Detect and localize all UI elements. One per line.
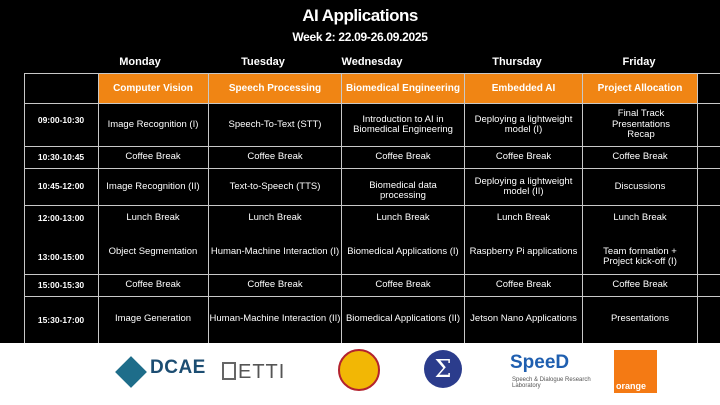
session-cell: Team formation + Project kick-off (I) (603, 245, 677, 267)
session-cell: Introduction to AI in Biomedical Engineering (353, 113, 453, 135)
session-cell: Coffee Break (375, 151, 431, 163)
time-slot: 15:00-15:30 (37, 280, 85, 290)
etti-logo-icon (222, 362, 236, 380)
page-title: AI Applications (302, 6, 418, 25)
session-cell: Coffee Break (495, 151, 552, 163)
time-slot: 10:45-12:00 (37, 181, 85, 191)
session-cell: Text-to-Speech (TTS) (229, 180, 321, 192)
time-slot: 15:30-17:00 (37, 315, 85, 325)
session-cell: Deploying a lightweight model (II) (474, 175, 573, 197)
day-friday: Friday (622, 56, 656, 68)
session-cell: Lunch Break (496, 211, 551, 223)
sped-logo-subtitle: Speech & Dialogue Research Laboratory (512, 377, 591, 389)
session-cell: Coffee Break (247, 279, 303, 291)
session-cell: Coffee Break (125, 279, 181, 291)
dcae-logo: DCAE (150, 357, 206, 378)
grid-line (24, 296, 720, 297)
time-slot: 13:00-15:00 (37, 252, 85, 262)
session-cell: Final Track Presentations Recap (611, 108, 671, 141)
day-monday: Monday (119, 56, 161, 68)
day-tuesday: Tuesday (241, 56, 285, 68)
orange-logo-text: orange (616, 381, 647, 391)
track-project-allocation: Project Allocation (583, 74, 697, 103)
session-cell: Discussions (614, 180, 666, 192)
track-biomedical-engineering: Biomedical Engineering (342, 74, 464, 103)
time-slot: 09:00-10:30 (37, 115, 85, 125)
session-cell: Coffee Break (612, 151, 668, 163)
etti-logo: ETTI (238, 361, 286, 383)
session-cell: Coffee Break (495, 279, 552, 291)
grid-line (24, 73, 25, 343)
track-speech-processing: Speech Processing (209, 74, 341, 103)
track-embedded-ai: Embedded AI (465, 74, 582, 103)
session-cell: Jetson Nano Applications (470, 312, 577, 324)
session-cell: Coffee Break (125, 151, 181, 163)
grid-line (24, 73, 720, 74)
session-cell: Presentations (610, 312, 670, 324)
session-cell: Biomedical Applications (II) (345, 312, 461, 324)
orange-logo (614, 350, 657, 393)
session-cell: Lunch Break (126, 211, 180, 223)
session-cell: Raspberry Pi applications (469, 245, 578, 257)
session-cell: Human-Machine Interaction (II) (209, 312, 341, 324)
session-cell: Coffee Break (375, 279, 431, 291)
sigma-logo: Σ (424, 350, 462, 388)
session-cell: Coffee Break (247, 151, 303, 163)
session-cell: Speech-To-Text (STT) (228, 118, 322, 130)
session-cell: Image Recognition (II) (106, 180, 200, 192)
university-seal-icon (338, 349, 380, 391)
day-wednesday: Wednesday (341, 56, 403, 68)
session-cell: Image Recognition (I) (107, 118, 199, 130)
day-thursday: Thursday (492, 56, 542, 68)
session-cell: Coffee Break (612, 279, 668, 291)
time-slot: 12:00-13:00 (37, 213, 85, 223)
session-cell: Biomedical data processing (369, 179, 437, 201)
session-cell: Lunch Break (248, 211, 302, 223)
session-cell: Human-Machine Interaction (I) (210, 245, 340, 257)
session-cell: Image Generation (114, 312, 192, 324)
session-cell: Deploying a lightweight model (I) (474, 113, 573, 135)
session-cell: Object Segmentation (108, 245, 198, 257)
session-cell: Lunch Break (613, 211, 667, 223)
sped-logo: SpeeD (510, 352, 570, 373)
session-cell: Lunch Break (376, 211, 430, 223)
page-subtitle: Week 2: 22.09-26.09.2025 (292, 30, 428, 44)
track-computer-vision: Computer Vision (98, 74, 208, 103)
grid-line (697, 73, 698, 343)
session-cell: Biomedical Applications (I) (347, 245, 459, 257)
time-slot: 10:30-10:45 (37, 152, 85, 162)
